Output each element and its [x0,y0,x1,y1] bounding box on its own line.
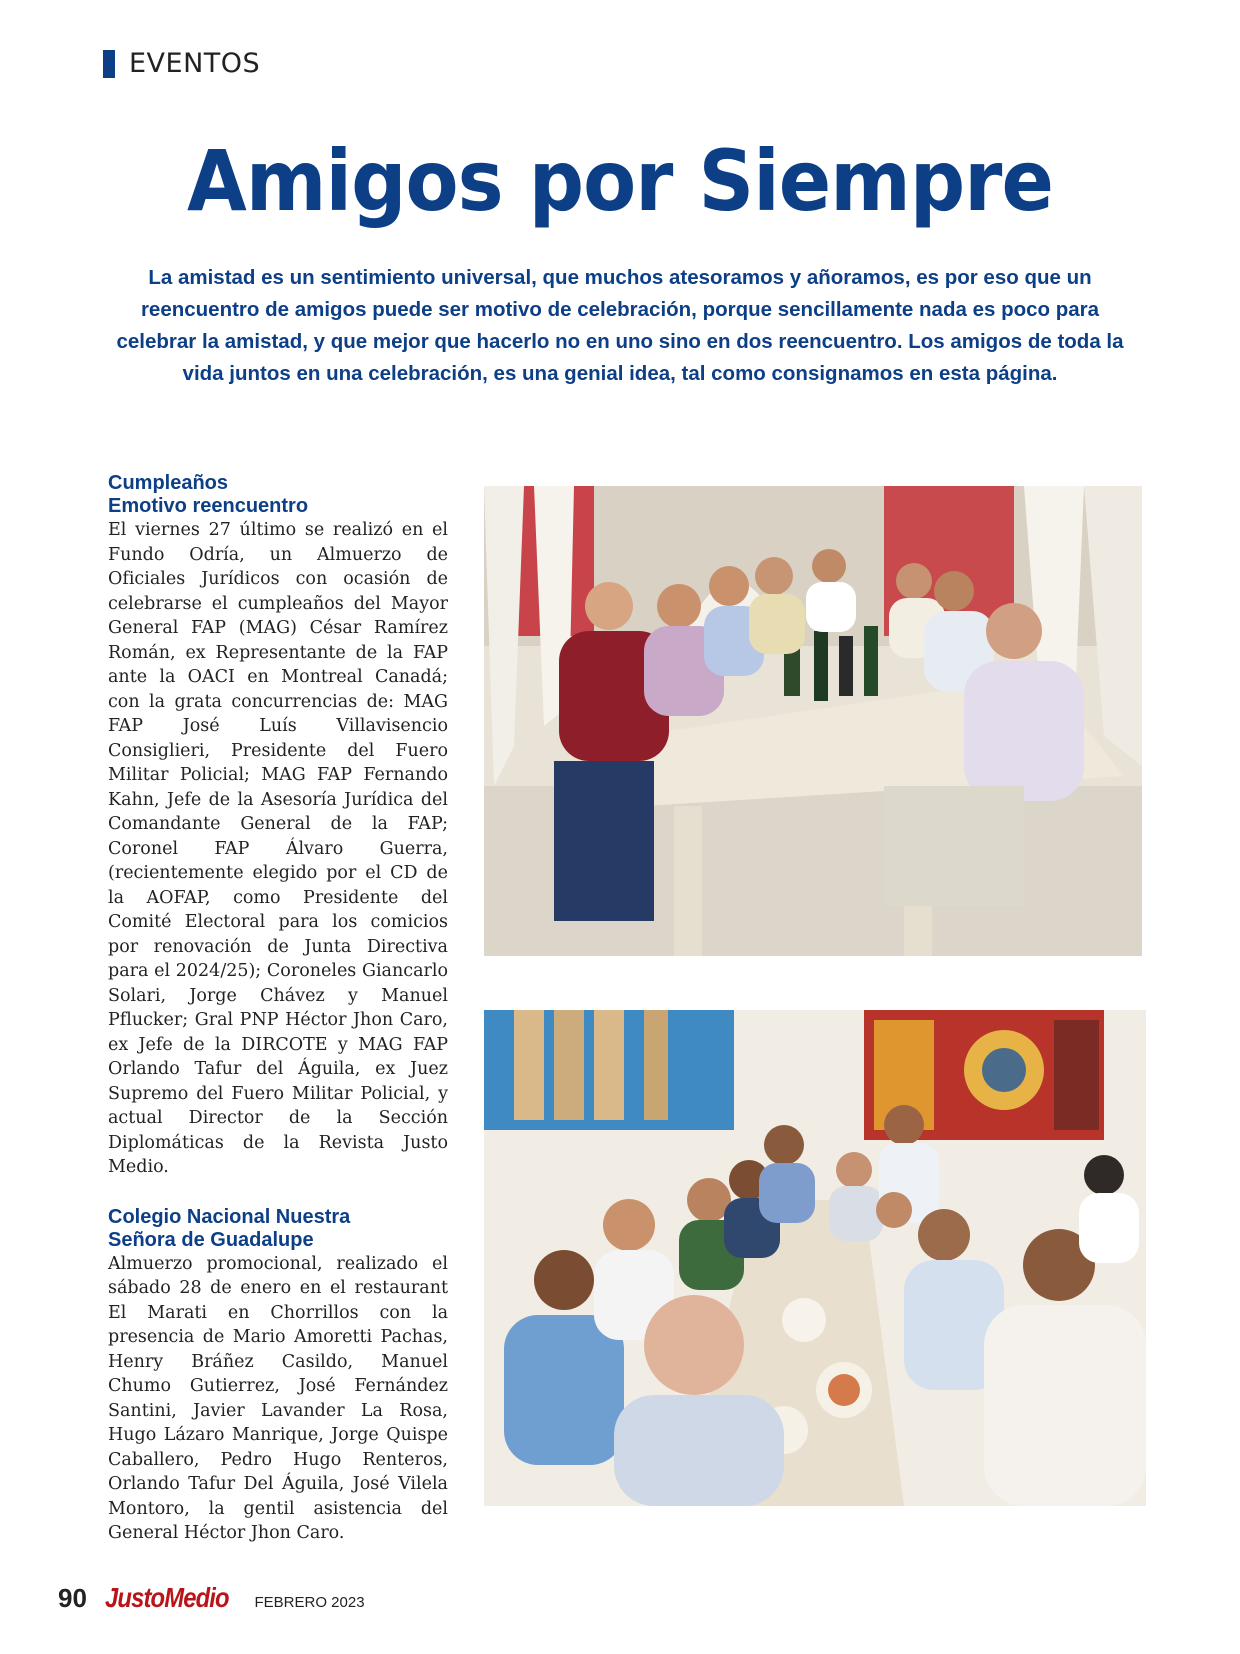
photo-alumni-lunch [484,1010,1146,1506]
lead-paragraph: La amistad es un sentimiento universal, que muchos atesoramos y añoramos, es por eso que un reencuentro de amigos puede ser motivo de celebración, porque sencillamente nada es poco para celebrar la amistad, y que mejor que hacerlo no en uno sino en dos reencuentro. Los amigos de toda la vida juntos en una celebración, es una genial idea, tal como consignamos en esta página. [116,266,1124,385]
text-column [108,472,448,1546]
section-tag [103,48,260,79]
photo-birthday-lunch [484,486,1142,956]
section-label: EVENTOS [129,48,261,79]
article2-heading1: Colegio Nacional Nuestra [108,1205,351,1228]
section-bar [103,50,115,78]
article1-body: El viernes 27 último se realizó en el Fundo Odría, un Almuerzo de Oficiales Jurídicos con ocasión de celebrarse el cumpleaños del Mayor General FAP (MAG) César Ramírez Román, ex Representante de la FAP ante la OACI en Montreal Canadá; con la grata concurrencias de: MAG FAP José Luís Villavisencio Consiglieri, Presidente del Fuero Militar Policial; MAG FAP Fernando Kahn, Jefe de la Asesoría Jurídica del Comandante General de la FAP; Coronel FAP Álvaro Guerra, (recientemente elegido por el CD de la AOFAP, como Presidente del Comité Electoral para los comicios por renovación de Junta Directiva para el 2024/25); Coroneles Giancarlo Solari, Jorge Chávez y Manuel Pflucker; Gral PNP Héctor Jhon Caro, ex Jefe de la DIRCOTE y MAG FAP Orlando Tafur del Águila, ex Juez Supremo del Fuero Militar Policial, y actual Director de la Sección Diplomáticas de la Revista Justo Medio. [108,520,448,1177]
photo-birthday-lunch-illustration [484,486,1142,956]
article1-heading1: Cumpleaños [108,472,229,494]
page-number: 90 [58,1583,87,1613]
article2-body: Almuerzo promocional, realizado el sábado 28 de enero en el restaurant El Marati en Chorrillos con la presencia de Mario Amoretti Pachas, Henry Bráñez Casildo, Manuel Chumo Gutierrez, José Fernández Santini, Javier Lavander La Rosa, Hugo Lázaro Manrique, Jorge Quispe Caballero, Pedro Hugo Renteros, Orlando Tafur Del Águila, José Vilela Montoro, la gentil asistencia del General Héctor Jhon Caro. [108,1253,448,1543]
issue-date: FEBRERO 2023 [254,1594,365,1611]
page-footer [58,1582,365,1614]
article2-heading2: Señora de Guadalupe [108,1228,314,1251]
article-title: Amigos por Siempre [187,132,1053,230]
photo-alumni-lunch-illustration [484,1010,1146,1506]
magazine-logo: JustoMedio [104,1582,229,1613]
article1-heading2: Emotivo reencuentro [108,495,309,517]
